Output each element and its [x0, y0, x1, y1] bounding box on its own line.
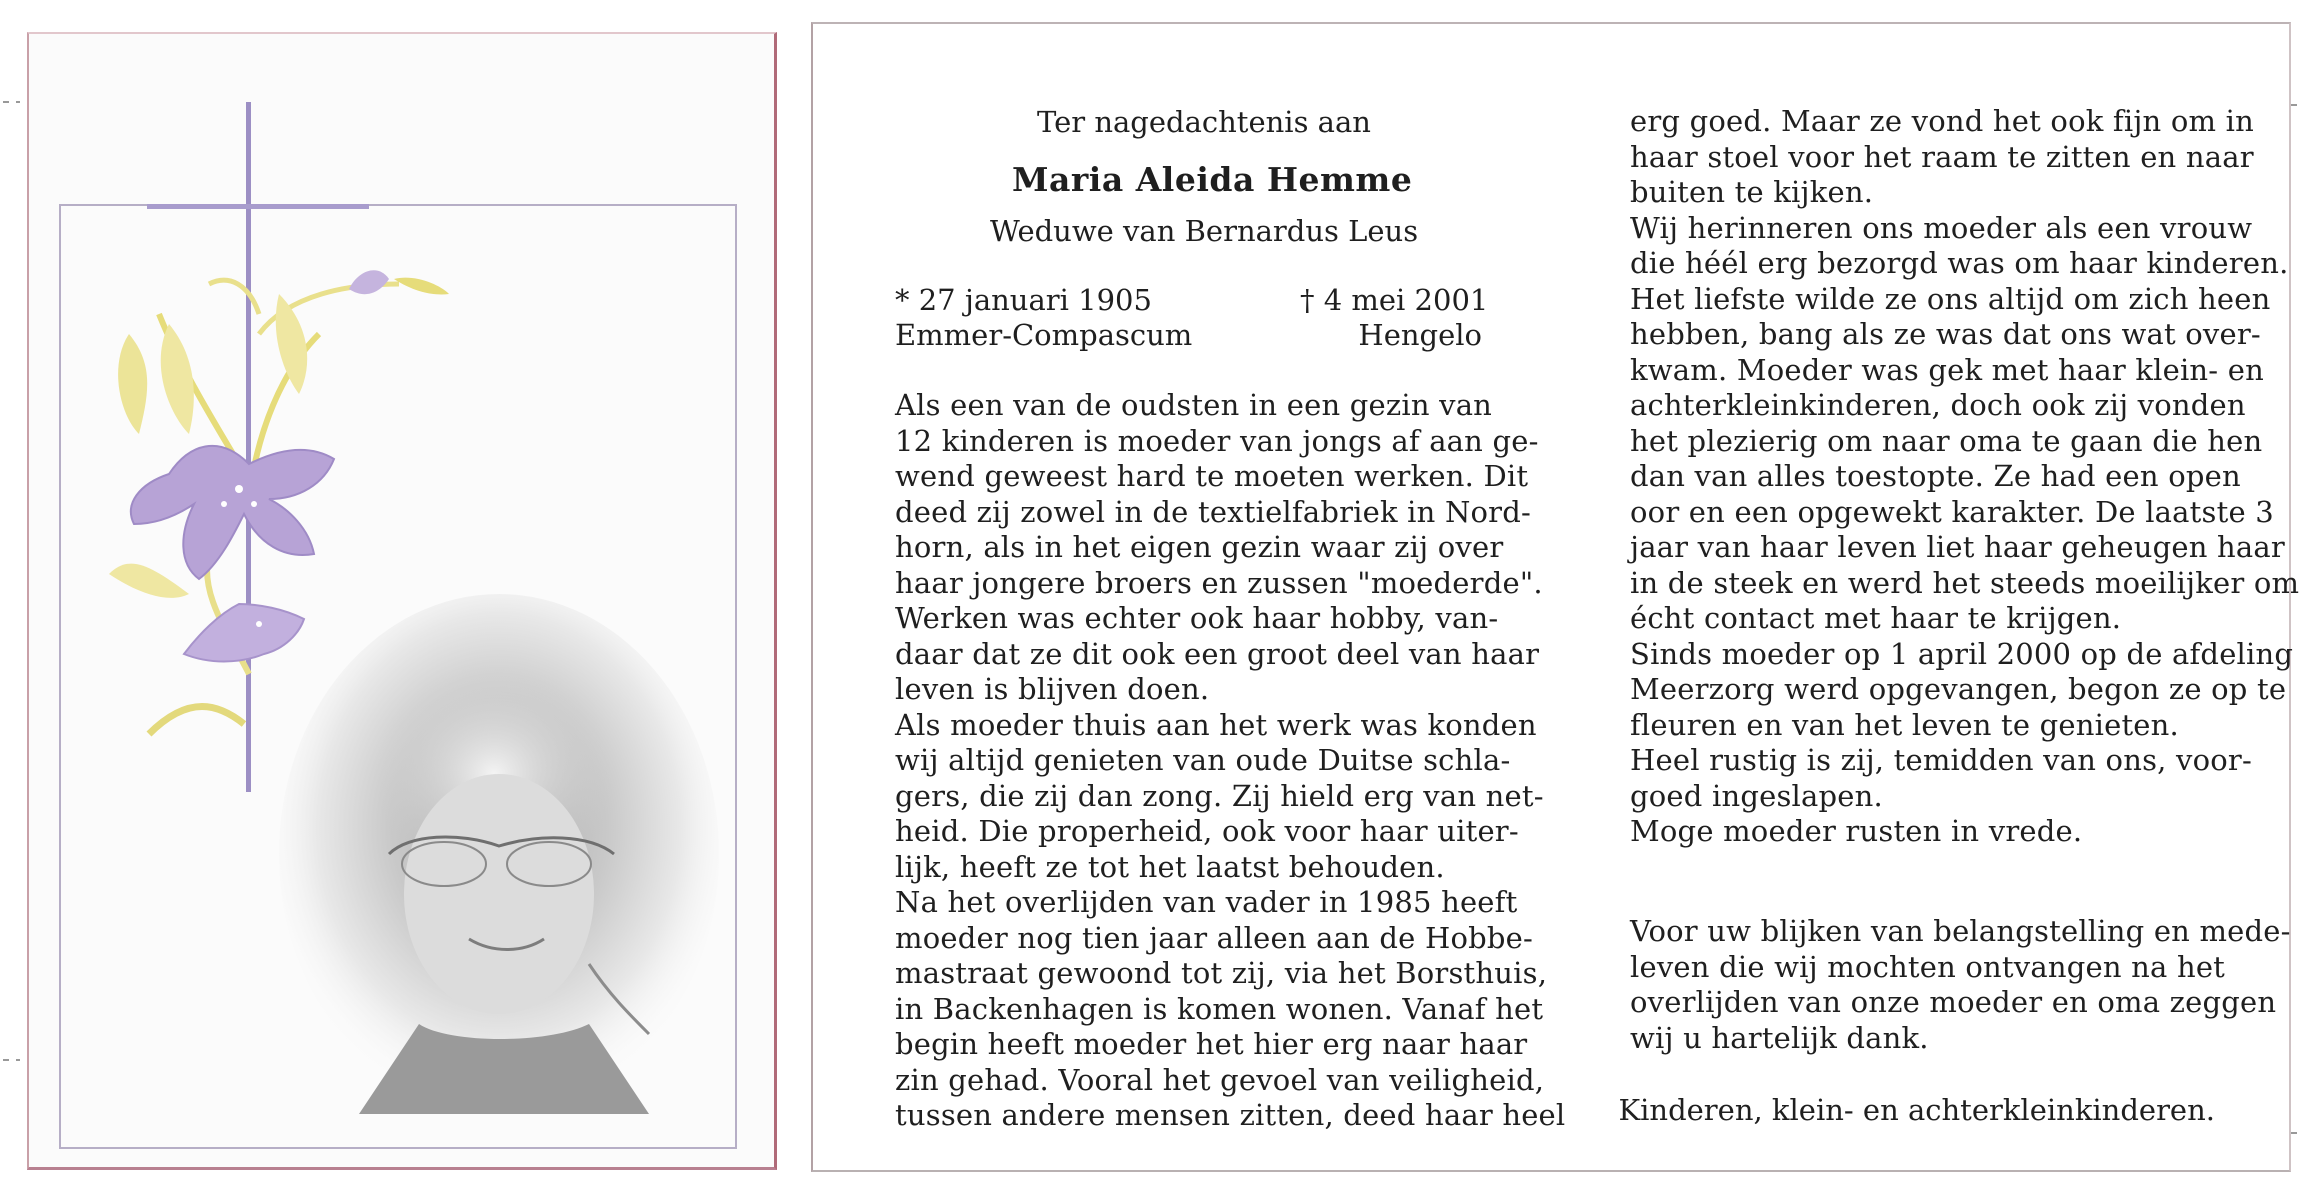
text-line: Werken was echter ook haar hobby, van- — [895, 601, 1499, 635]
text-line: erg goed. Maar ze vond het ook fijn om in — [1630, 104, 2254, 138]
text-line: Meerzorg werd opgevangen, begon ze op te — [1630, 672, 2287, 706]
text-line: in de steek en werd het steeds moeilijker om — [1630, 565, 2300, 600]
deceased-name: Maria Aleida Hemme — [1012, 160, 1413, 199]
text-line: hebben, bang als ze was dat ons wat over- — [1630, 317, 2261, 351]
biography-column-1 — [895, 388, 1566, 1134]
text-line: kwam. Moeder was gek met haar klein- en — [1630, 352, 2264, 387]
text-line: zin gehad. Vooral het gevoel van veiligheid, — [895, 1062, 1545, 1097]
text-line: overlijden van onze moeder en oma zeggen — [1630, 985, 2277, 1019]
text-line: heid. Die properheid, ook voor haar uiter- — [895, 814, 1519, 848]
text-line: begin heeft moeder het hier erg naar haar — [895, 1027, 1528, 1061]
scan-mark — [3, 101, 9, 103]
text-line: in Backenhagen is komen wonen. Vanaf het — [895, 991, 1544, 1026]
memorial-card-front — [27, 32, 777, 1170]
text-line: Als een van de oudsten in een gezin van — [895, 388, 1493, 422]
text-line: Na het overlijden van vader in 1985 heeft — [895, 885, 1518, 919]
text-line: moeder nog tien jaar alleen aan de Hobbe- — [895, 920, 1534, 955]
text-line: het plezierig om naar oma te gaan die hen — [1630, 423, 2263, 458]
text-line: lijk, heeft ze tot het laatst behouden. — [895, 849, 1445, 884]
text-line: gers, die zij dan zong. Zij hield erg van net- — [895, 778, 1544, 813]
scan-mark — [3, 1059, 9, 1061]
card-illustration — [29, 34, 779, 1172]
text-line: oor en een opgewekt karakter. De laatste 3 — [1630, 494, 2274, 529]
text-line: Als moeder thuis aan het werk was konden — [895, 707, 1537, 742]
text-line: Het liefste wilde ze ons altijd om zich heen — [1630, 281, 2271, 316]
thanks-paragraph — [1630, 914, 2291, 1056]
text-line: haar jongere broers en zussen "moederde". — [895, 565, 1543, 600]
text-line: wij altijd genieten van oude Duitse schla- — [895, 743, 1511, 777]
text-line: deed zij zowel in de textielfabriek in Nord- — [895, 494, 1532, 529]
scan-mark — [16, 1059, 20, 1061]
text-line: wij u hartelijk dank. — [1630, 1020, 1929, 1055]
text-line: haar stoel voor het raam te zitten en naar — [1630, 139, 2254, 174]
text-line: goed ingeslapen. — [1630, 778, 1883, 813]
text-line: horn, als in het eigen gezin waar zij over — [895, 530, 1504, 564]
text-line: Heel rustig is zij, temidden van ons, voor- — [1630, 743, 2252, 777]
text-line: wend geweest hard te moeten werken. Dit — [895, 459, 1529, 493]
signature: Kinderen, klein- en achterkleinkinderen. — [1618, 1093, 2215, 1127]
portrait-photo — [279, 594, 719, 1114]
text-line: dan van alles toestopte. Ze had een open — [1630, 459, 2241, 493]
birth-place: Emmer-Compascum — [895, 318, 1193, 352]
scan-mark — [16, 101, 20, 103]
text-line: Moge moeder rusten in vrede. — [1630, 814, 2083, 848]
death-place: Hengelo — [1358, 318, 1482, 352]
death-date: † 4 mei 2001 — [1300, 283, 1489, 317]
biography-column-2 — [1630, 104, 2300, 850]
text-line: daar dat ze dit ook een groot deel van haar — [895, 636, 1540, 671]
text-line: achterkleinkinderen, doch ook zij vonden — [1630, 388, 2246, 422]
text-line: Voor uw blijken van belangstelling en mede- — [1630, 914, 2291, 948]
text-line: tussen andere mensen zitten, deed haar heel — [895, 1098, 1566, 1132]
text-line: Wij herinneren ons moeder als een vrouw — [1630, 210, 2253, 245]
text-line: 12 kinderen is moeder van jongs af aan ge- — [895, 423, 1539, 458]
widow-of-text: Weduwe van Bernardus Leus — [990, 214, 1419, 248]
text-line: fleuren en van het leven te genieten. — [1630, 707, 2179, 742]
text-line: Sinds moeder op 1 april 2000 op de afdeling — [1630, 636, 2294, 671]
text-line: buiten te kijken. — [1630, 175, 1874, 209]
intro-text: Ter nagedachtenis aan — [1037, 105, 1371, 139]
text-line: jaar van haar leven liet haar geheugen haar — [1630, 530, 2285, 564]
text-line: leven is blijven doen. — [895, 672, 1210, 706]
text-line: leven die wij mochten ontvangen na het — [1630, 949, 2226, 984]
text-line: mastraat gewoond tot zij, via het Borsthuis, — [895, 956, 1548, 990]
text-line: die héél erg bezorgd was om haar kinderen. — [1630, 246, 2289, 280]
text-line: écht contact met haar te krijgen. — [1630, 601, 2122, 635]
birth-date: * 27 januari 1905 — [895, 283, 1152, 317]
